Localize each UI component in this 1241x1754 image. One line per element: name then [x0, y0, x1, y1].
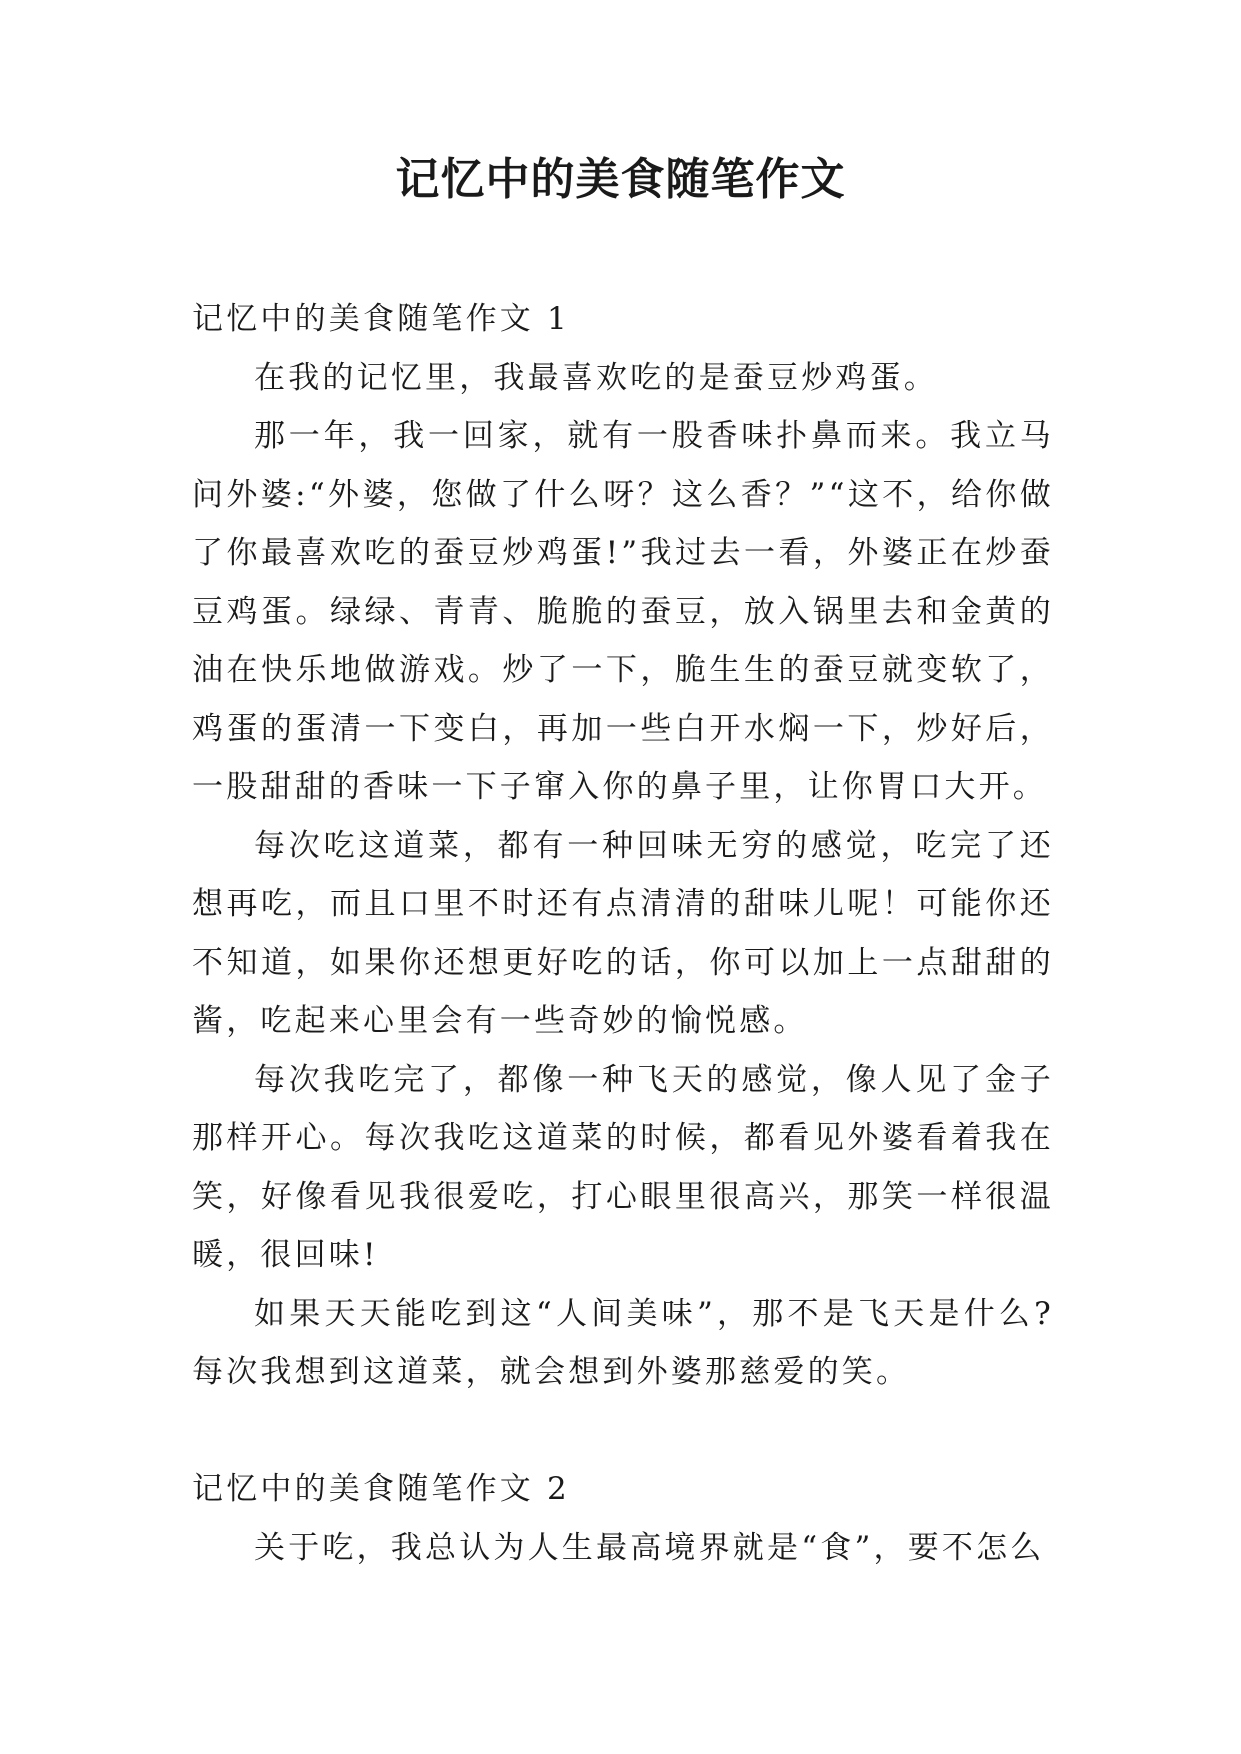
- section-heading: 记忆中的美食随笔作文 2: [192, 1471, 570, 1507]
- section-spacer: [192, 1402, 1054, 1461]
- essay-section-1: [192, 290, 1054, 1402]
- document-body: [192, 290, 1054, 1577]
- section-heading: 记忆中的美食随笔作文 1: [192, 301, 570, 337]
- paragraph: 关于吃，我总认为人生最高境界就是“食”，要不怎么: [254, 1529, 1045, 1566]
- essay-section-2: [192, 1460, 1054, 1577]
- paragraph: 每次我吃完了，都像一种飞天的感觉，像人见了金子那样开心。每次我吃这道菜的时候，都看见外婆看着我在笑，好像看见我很爱吃，打心眼里很高兴，那笑一样很温暖，很回味!: [192, 1061, 1054, 1273]
- paragraph: 每次吃这道菜，都有一种回味无穷的感觉，吃完了还想再吃，而且口里不时还有点清清的甜味儿呢！可能你还不知道，如果你还想更好吃的话，你可以加上一点甜甜的酱，吃起来心里会有一些奇妙的愉悦感。: [192, 827, 1054, 1039]
- document-title: 记忆中的美食随笔作文: [395, 154, 846, 205]
- paragraph: 那一年，我一回家，就有一股香味扑鼻而来。我立马问外婆:“外婆，您做了什么呀？这么香？”“这不，给你做了你最喜欢吃的蚕豆炒鸡蛋!”我过去一看，外婆正在炒蚕豆鸡蛋。绿绿、青青、脆脆的蚕豆，放入锅里去和金黄的油在快乐地做游戏。炒了一下，脆生生的蚕豆就变软了，鸡蛋的蛋清一下变白，再加一些白开水焖一下，炒好后，一股甜甜的香味一下子窜入你的鼻子里，让你胃口大开。: [192, 418, 1054, 805]
- paragraph: 如果天天能吃到这“人间美味”，那不是飞天是什么?每次我想到这道菜，就会想到外婆那慈爱的笑。: [192, 1295, 1054, 1390]
- paragraph: 在我的记忆里，我最喜欢吃的是蚕豆炒鸡蛋。: [254, 359, 938, 396]
